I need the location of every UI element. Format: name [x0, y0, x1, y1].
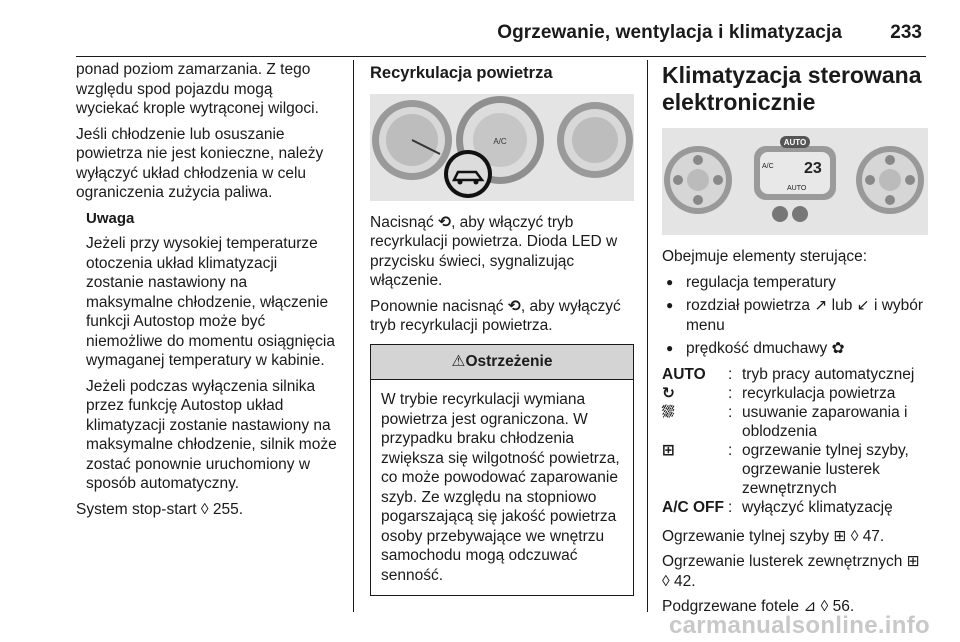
paragraph: Jeśli chłodzenie lub osuszanie powietrza nie jest konieczne, należy wyłączyć układ chłodzenia w celu ograniczenia zużycia paliwa.: [76, 125, 324, 201]
note-paragraph: Jeżeli przy wysokiej temperaturze otoczenia układ klimatyzacji zostanie nastawiony na maksymalne chłodzenie, włączenie funkcji Autostop może być niemożliwe do momentu osiągnięcia wymaganej temperatury w kabinie.: [86, 235, 335, 369]
cross-reference[interactable]: Podgrzewane fotele ⊿ ◊ 56.: [662, 598, 855, 615]
column-1: [76, 60, 338, 525]
cross-reference[interactable]: Ogrzewanie tylnej szyby ⊞ ◊ 47.: [662, 527, 885, 545]
colon: :: [728, 441, 733, 459]
column-divider-1: [353, 60, 354, 612]
table-row: [662, 365, 930, 384]
note-title: Uwaga: [86, 209, 135, 227]
list-item: ● regulacja temperatury: [662, 273, 930, 293]
section-title: Recyrkulacja powietrza: [370, 64, 553, 82]
paragraph: ponad poziom zamarzania. Z tego względu spod pojazdu mogą wyciekać krople wytrąconej wilgoci.: [76, 61, 319, 117]
control-key: ⊞: [662, 441, 675, 459]
climate-control-figure: [662, 128, 928, 235]
recirculation-icon: ⟲: [507, 297, 521, 315]
control-key: A/C OFF: [662, 498, 724, 516]
control-desc: ogrzewanie tylnej szyby, ogrzewanie lusterek zewnętrznych: [742, 441, 909, 497]
cross-reference[interactable]: System stop-start ◊ 255.: [76, 500, 244, 518]
display-temp: 23: [804, 160, 822, 177]
list-item: ● rozdział powietrza ↗ lub ↙ i wybór menu: [662, 296, 930, 335]
page-number: 233: [890, 22, 922, 43]
paragraph: Obejmuje elementy sterujące:: [662, 248, 868, 265]
table-row: [662, 403, 930, 441]
control-key: ↻: [662, 384, 675, 402]
paragraph: Nacisnąć ⟲, aby włączyć tryb recyrkulacji powietrza. Dioda LED w przycisku świeci, sygnalizując włączenie.: [370, 213, 618, 289]
column-divider-2: [647, 60, 648, 612]
warning-body: W trybie recyrkulacji wymiana powietrza jest ograniczona. W przypadku braku chłodzenia zwiększa się wilgotność powietrza, co może powodować zaparowanie szyb. Ze względu na stopniowo pogarszającą się jakość powietrza osoby przebywające we wnętrzu samochodu mogą odczuwać senność.: [381, 391, 620, 584]
ac-label: A/C: [493, 136, 507, 146]
chapter-title: Ogrzewanie, wentylacja i klimatyzacja: [497, 22, 842, 43]
watermark: carmanualsonline.info: [668, 612, 930, 639]
section-title: Klimatyzacja sterowana elektronicznie: [662, 62, 922, 115]
table-row: [662, 498, 930, 517]
table-row: [662, 384, 930, 403]
warning-title: ⚠Ostrzeżenie: [371, 345, 633, 381]
column-3: [662, 60, 930, 623]
recirculation-icon: ⟲: [438, 213, 452, 231]
colon: :: [728, 403, 733, 421]
control-desc: tryb pracy automatycznej: [742, 365, 915, 383]
recirculation-figure: [370, 94, 634, 201]
list-item: ● prędkość dmuchawy ✿: [662, 339, 930, 359]
control-desc: usuwanie zaparowania i oblodzenia: [742, 403, 908, 440]
cross-reference[interactable]: Ogrzewanie lusterek zewnętrznych ⊞ ◊ 42.: [662, 553, 920, 590]
colon: :: [728, 384, 733, 402]
control-desc: recyrkulacja powietrza: [742, 384, 896, 402]
display-auto: AUTO: [787, 185, 807, 192]
header-rule: [76, 56, 926, 57]
controls-table: [662, 365, 930, 517]
warning-box: [370, 344, 634, 597]
control-list: [662, 273, 930, 359]
paragraph: Ponownie nacisnąć ⟲, aby wyłączyć tryb recyrkulacji powietrza.: [370, 297, 621, 334]
page-header: [0, 0, 960, 58]
control-desc: wyłączyć klimatyzację: [742, 498, 893, 516]
display-ac: A/C: [762, 163, 774, 170]
column-2: [370, 60, 634, 596]
note-block: [86, 209, 338, 494]
colon: :: [728, 498, 733, 516]
note-paragraph: Jeżeli podczas wyłączenia silnika przez funkcję Autostop układ klimatyzacji zostanie nastawiony na maksymalne chłodzenie, silnik może zostać ponownie uruchomiony w sposób automatyczny.: [86, 377, 337, 492]
auto-button-label: AUTO: [783, 138, 807, 147]
control-key: AUTO: [662, 365, 706, 383]
colon: :: [728, 365, 733, 383]
table-row: [662, 441, 930, 498]
control-key: ⛆: [662, 403, 675, 421]
